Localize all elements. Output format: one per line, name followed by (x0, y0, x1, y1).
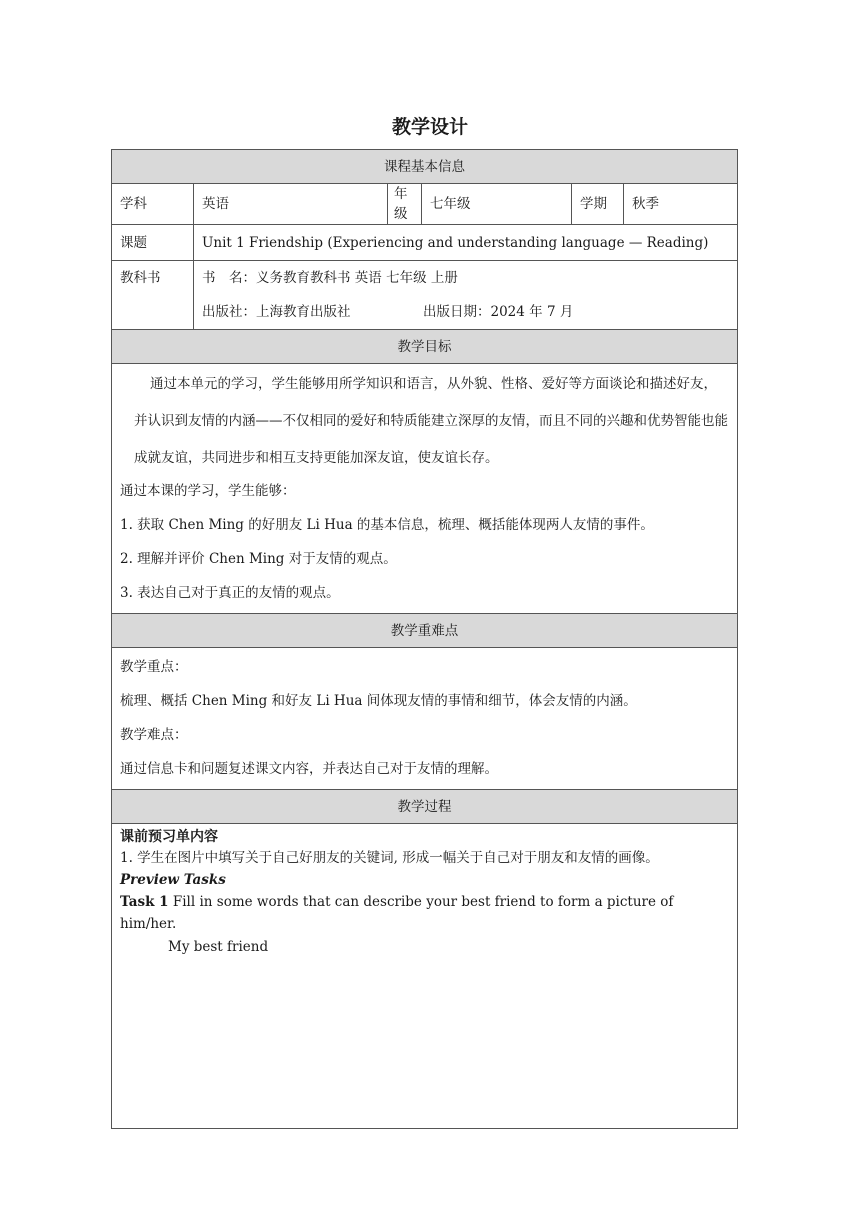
objectives-paragraph: 通过本单元的学习，学生能够用所学知识和语言，从外貌、性格、爱好等方面谈论和描述好友，并认识到友情的内涵——不仅相同的爱好和特质能建立深厚的友情，而且不同的兴趣和优势智能也能成就友谊，共同进步和相互支持更能加深友谊，使友谊长存。 (134, 376, 728, 466)
picture-caption: My best friend (168, 939, 269, 955)
topic-value: Unit 1 Friendship (Experiencing and understanding language — Reading) (194, 225, 738, 261)
objectives-content (112, 364, 738, 614)
lesson-design-table (111, 149, 738, 1129)
topic-label: 课题 (112, 225, 194, 261)
objective-item: 1. 获取 Chen Ming 的好朋友 Li Hua 的基本信息，梳理、概括能体现两人友情的事件。 (120, 517, 654, 533)
grade-value: 七年级 (422, 184, 572, 225)
term-label: 学期 (572, 184, 624, 225)
basic-info-header: 课程基本信息 (112, 150, 738, 184)
publisher-value: 上海教育出版社 (256, 304, 351, 320)
task-1 (120, 891, 729, 935)
pub-date-value: 2024 年 7 月 (490, 304, 574, 320)
tasks-heading: Preview Tasks (120, 872, 226, 888)
preview-item: 1. 学生在图片中填写关于自己好朋友的关键词, 形成一幅关于自己对于朋友和友情的画像。 (120, 850, 659, 866)
process-header: 教学过程 (112, 790, 738, 824)
process-header-row (112, 790, 738, 824)
objectives-intro: 通过本课的学习，学生能够： (120, 483, 296, 499)
preview-heading: 课前预习单内容 (120, 829, 218, 845)
subject-label: 学科 (112, 184, 194, 225)
task-1-label: Task 1 (120, 894, 169, 910)
process-content (112, 824, 738, 1129)
objectives-header: 教学目标 (112, 330, 738, 364)
process-row (112, 824, 738, 1129)
subject-value: 英语 (194, 184, 388, 225)
difficulty-label: 教学难点： (120, 727, 188, 743)
key-points-row (112, 648, 738, 790)
pub-date-label: 出版日期： (423, 304, 491, 320)
objectives-row (112, 364, 738, 614)
book-name-value: 义务教育教科书 英语 七年级 上册 (256, 270, 458, 286)
focus-label: 教学重点： (120, 659, 188, 675)
publisher-line (202, 295, 729, 329)
task-1-text: Fill in some words that can describe your best friend to form a picture of him/her. (120, 894, 674, 932)
textbook-info (194, 261, 738, 330)
objective-item: 2. 理解并评价 Chen Ming 对于友情的观点。 (120, 551, 397, 567)
topic-row (112, 225, 738, 261)
key-points-header-row (112, 614, 738, 648)
page-title: 教学设计 (391, 116, 468, 138)
term-value: 秋季 (624, 184, 738, 225)
objective-item: 3. 表达自己对于真正的友情的观点。 (120, 585, 340, 601)
textbook-label: 教科书 (112, 261, 194, 330)
publisher-label: 出版社： (202, 304, 256, 320)
key-points-header: 教学重难点 (112, 614, 738, 648)
grade-label: 年级 (388, 184, 422, 225)
subject-row (112, 184, 738, 225)
objectives-header-row (112, 330, 738, 364)
textbook-row (112, 261, 738, 330)
book-name-label: 书 名： (202, 270, 256, 286)
difficulty-text: 通过信息卡和问题复述课文内容，并表达自己对于友情的理解。 (120, 761, 498, 777)
book-name-line (202, 261, 729, 295)
key-points-content (112, 648, 738, 790)
basic-info-header-row (112, 150, 738, 184)
focus-text: 梳理、概括 Chen Ming 和好友 Li Hua 间体现友情的事情和细节，体会友情的内涵。 (120, 693, 637, 709)
